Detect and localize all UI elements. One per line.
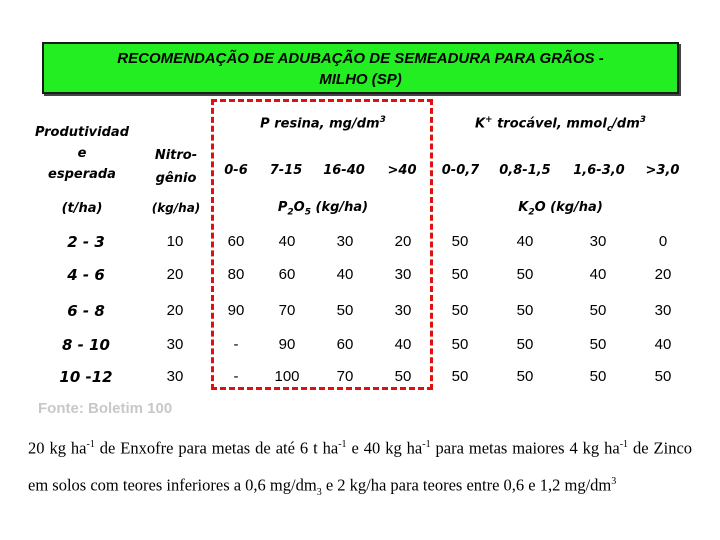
nitrogen-cell: 30	[166, 336, 184, 353]
p2o5-cell: -	[233, 368, 239, 385]
p2o5-cell: 40	[278, 233, 296, 250]
title-banner	[42, 42, 679, 94]
p2o5-unit: $P_2O_5$ (kg/ha)	[277, 200, 369, 218]
p2o5-cell: 40	[394, 336, 412, 353]
k2o-cell: 40	[516, 233, 534, 250]
nitrogen-cell: 20	[166, 266, 184, 283]
k2o-cell: 50	[589, 368, 607, 385]
p2o5-cell: 70	[278, 302, 296, 319]
k2o-cell: 0	[658, 233, 668, 250]
source-note: Fonte: Boletim 100	[38, 400, 173, 417]
p-resin-header: P resina, $mg/dm^3$	[260, 115, 386, 132]
p-col-2: 16-40	[323, 163, 365, 178]
k2o-cell: 20	[654, 266, 672, 283]
p2o5-cell: 90	[278, 336, 296, 353]
p2o5-cell: 30	[336, 233, 354, 250]
k2o-cell: 50	[451, 302, 469, 319]
productivity-cell: 8 - 10	[62, 336, 110, 354]
nitrogen-unit: (kg/ha)	[151, 201, 201, 215]
productivity-cell: 6 - 8	[67, 302, 105, 320]
k-exchangeable-header: K+ trocável, $mmol_c/dm^3$	[474, 115, 647, 134]
p2o5-cell: 50	[394, 368, 412, 385]
k2o-cell: 50	[451, 233, 469, 250]
k2o-cell: 50	[516, 266, 534, 283]
k-col-1: 0,8-1,5	[499, 163, 551, 178]
p2o5-cell: 90	[227, 302, 245, 319]
p2o5-cell: 50	[336, 302, 354, 319]
p2o5-cell: 60	[227, 233, 245, 250]
p2o5-cell: 20	[394, 233, 412, 250]
k2o-cell: 40	[654, 336, 672, 353]
nitrogen-cell: 30	[166, 368, 184, 385]
p2o5-cell: 30	[394, 302, 412, 319]
p2o5-cell: 40	[336, 266, 354, 283]
title-line-2: MILHO (SP)	[319, 71, 402, 88]
title-line-1: RECOMENDAÇÃO DE ADUBAÇÃO DE SEMEADURA PARA GRÃOS -	[117, 50, 604, 67]
highlight-box	[211, 99, 433, 390]
nitrogen-header: Nitro- gênio	[154, 148, 198, 186]
p2o5-cell: 60	[336, 336, 354, 353]
k2o-cell: 50	[516, 336, 534, 353]
k-col-3: >3,0	[645, 163, 680, 178]
k2o-cell: 50	[451, 368, 469, 385]
k2o-cell: 50	[654, 368, 672, 385]
productivity-cell: 4 - 6	[67, 266, 105, 284]
p2o5-cell: 80	[227, 266, 245, 283]
k2o-cell: 50	[516, 302, 534, 319]
k2o-cell: 50	[589, 336, 607, 353]
p-col-1: 7-15	[269, 163, 303, 178]
k2o-cell: 50	[451, 336, 469, 353]
productivity-header: Produtividad e esperada	[34, 125, 129, 182]
nitrogen-cell: 10	[166, 233, 184, 250]
p2o5-cell: 100	[274, 368, 300, 385]
k2o-cell: 50	[451, 266, 469, 283]
footnote: 20 kg $ha^{-1}$ de Enxofre para metas de até 6 t $ha^{-1}$ e 40 kg $ha^{-1}$ para metas maiores 4 kg $ha^{-1}$ de Zinco em solos com teores inferiores a 0,6 $mg/dm_3$ e 2 kg/ha para teores entre 0,6 e 1,2 $mg/dm^3$	[28, 438, 693, 498]
productivity-cell: 2 - 3	[67, 233, 105, 251]
k2o-cell: 30	[589, 233, 607, 250]
p2o5-cell: -	[233, 336, 239, 353]
k2o-cell: 30	[654, 302, 672, 319]
productivity-cell: 10 -12	[59, 368, 113, 386]
p2o5-cell: 30	[394, 266, 412, 283]
nitrogen-cell: 20	[166, 302, 184, 319]
k2o-unit: $K_2O$ (kg/ha)	[518, 200, 603, 218]
k2o-cell: 50	[516, 368, 534, 385]
k-col-2: 1,6-3,0	[573, 163, 625, 178]
p2o5-cell: 60	[278, 266, 296, 283]
k2o-cell: 50	[589, 302, 607, 319]
p-col-3: >40	[387, 163, 417, 178]
k2o-cell: 40	[589, 266, 607, 283]
productivity-unit: (t/ha)	[61, 201, 103, 216]
p-col-0: 0-6	[224, 163, 248, 178]
k-col-0: 0-0,7	[441, 163, 480, 178]
p2o5-cell: 70	[336, 368, 354, 385]
